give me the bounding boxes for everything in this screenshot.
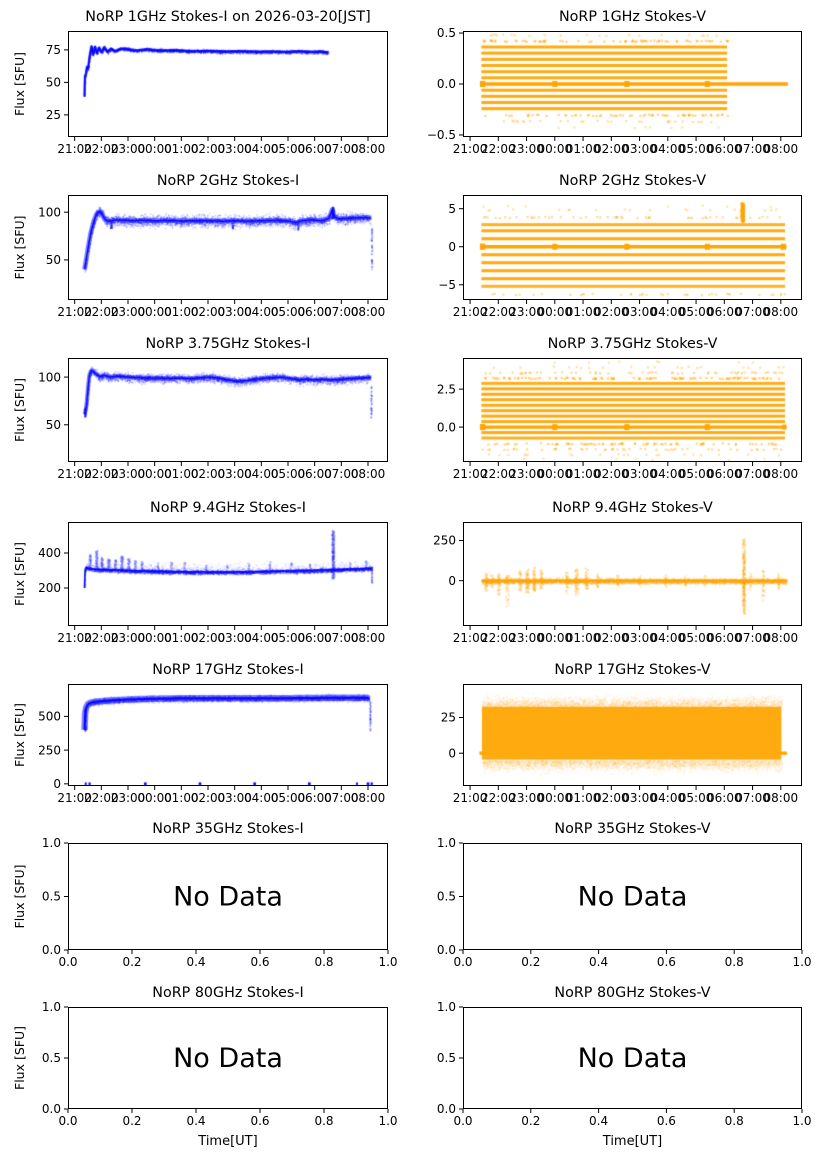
x-tick-label: 22:00 bbox=[481, 142, 516, 156]
y-tick-label: 1.0 bbox=[436, 1000, 456, 1015]
x-tick-label: 0.6 bbox=[656, 955, 676, 969]
x-tick-label: 0.8 bbox=[314, 1114, 334, 1128]
plot-title: NoRP 3.75GHz Stokes-I bbox=[145, 336, 311, 352]
y-axis-label: Flux [SFU] bbox=[12, 215, 27, 280]
plot-title: NoRP 80GHz Stokes-V bbox=[554, 985, 711, 1001]
x-tick-label: 21:00 bbox=[57, 631, 92, 645]
x-tick-label: 0.2 bbox=[521, 1114, 541, 1128]
x-tick-label: 21:00 bbox=[57, 467, 92, 481]
x-tick-label: 05:00 bbox=[678, 467, 714, 481]
x-tick-label: 22:00 bbox=[84, 142, 119, 156]
x-tick-label: 0.0 bbox=[453, 1114, 473, 1128]
y-tick-label: 0.5 bbox=[41, 1051, 61, 1066]
axes-box bbox=[69, 32, 388, 137]
plot-title: NoRP 35GHz Stokes-V bbox=[554, 821, 711, 837]
x-tick-label: 21:00 bbox=[452, 305, 488, 319]
no-data-text: No Data bbox=[577, 1043, 688, 1074]
x-tick-label: 0.4 bbox=[589, 955, 609, 969]
x-tick-label: 06:00 bbox=[707, 305, 742, 319]
y-tick-label: 75 bbox=[45, 43, 61, 58]
x-tick-label: 22:00 bbox=[84, 467, 119, 481]
x-tick-label: 03:00 bbox=[217, 142, 252, 156]
y-tick-label: 0.0 bbox=[436, 1102, 456, 1117]
x-tick-label: 02:00 bbox=[190, 467, 226, 481]
x-tick-label: 22:00 bbox=[84, 305, 119, 319]
x-tick-label: 06:00 bbox=[297, 142, 332, 156]
x-tick-label: 0.2 bbox=[122, 1114, 142, 1128]
x-tick-label: 04:00 bbox=[244, 467, 279, 481]
subplot-80ghz-stokes-v bbox=[413, 971, 827, 1169]
x-tick-label: 01:00 bbox=[164, 305, 199, 319]
y-tick-label: 0.0 bbox=[436, 77, 456, 92]
x-tick-label: 08:00 bbox=[350, 791, 386, 805]
x-tick-label: 21:00 bbox=[452, 631, 488, 645]
x-tick-label: 0.0 bbox=[58, 1114, 78, 1128]
x-tick-label: 04:00 bbox=[650, 467, 686, 481]
x-tick-label: 01:00 bbox=[565, 467, 601, 481]
x-tick-label: 07:00 bbox=[735, 142, 770, 156]
x-tick-label: 06:00 bbox=[707, 631, 742, 645]
x-tick-label: 22:00 bbox=[481, 305, 516, 319]
x-tick-label: 0.0 bbox=[453, 955, 473, 969]
x-tick-label: 01:00 bbox=[164, 142, 199, 156]
axes-box bbox=[464, 32, 802, 137]
x-tick-label: 08:00 bbox=[763, 467, 799, 481]
subplot-3-75ghz-stokes-v bbox=[413, 327, 827, 488]
x-tick-label: 01:00 bbox=[164, 791, 199, 805]
x-tick-label: 23:00 bbox=[509, 791, 544, 805]
x-tick-label: 05:00 bbox=[678, 142, 714, 156]
y-tick-label: 25 bbox=[440, 710, 456, 725]
plot-axes bbox=[0, 167, 413, 327]
plot-title: NoRP 2GHz Stokes-V bbox=[558, 173, 707, 189]
x-tick-label: 03:00 bbox=[622, 791, 657, 805]
y-tick-label: 1.0 bbox=[41, 1000, 61, 1015]
y-tick-label: 0.5 bbox=[436, 26, 456, 41]
x-tick-label: 08:00 bbox=[763, 791, 799, 805]
x-tick-label: 1.0 bbox=[792, 955, 812, 969]
x-tick-label: 00:00 bbox=[537, 631, 573, 645]
x-tick-label: 21:00 bbox=[452, 791, 488, 805]
x-tick-label: 22:00 bbox=[481, 631, 516, 645]
x-tick-label: 08:00 bbox=[350, 467, 386, 481]
axes-box bbox=[464, 359, 802, 462]
x-tick-label: 00:00 bbox=[537, 142, 573, 156]
x-tick-label: 0.0 bbox=[58, 955, 78, 969]
y-tick-label: 2.5 bbox=[436, 382, 456, 397]
axes-box bbox=[464, 523, 802, 626]
subplot-35ghz-stokes-i bbox=[0, 808, 413, 971]
x-tick-label: 08:00 bbox=[350, 305, 386, 319]
subplot-2ghz-stokes-v bbox=[413, 167, 827, 327]
x-tick-label: 23:00 bbox=[110, 467, 146, 481]
subplot-1ghz-stokes-v bbox=[413, 0, 827, 167]
y-tick-label: 100 bbox=[38, 370, 61, 385]
y-tick-label: 0 bbox=[448, 239, 456, 254]
x-tick-label: 21:00 bbox=[57, 142, 92, 156]
x-tick-label: 01:00 bbox=[565, 631, 601, 645]
x-tick-label: 1.0 bbox=[792, 1114, 812, 1128]
y-tick-label: 0.5 bbox=[436, 1051, 456, 1066]
x-tick-label: 21:00 bbox=[57, 791, 92, 805]
plot-title: NoRP 80GHz Stokes-I bbox=[152, 985, 304, 1001]
x-tick-label: 02:00 bbox=[594, 467, 629, 481]
no-data-text: No Data bbox=[577, 881, 688, 913]
subplot-1ghz-stokes-i bbox=[0, 0, 413, 167]
axes-box bbox=[69, 359, 388, 462]
y-tick-label: 0 bbox=[53, 777, 61, 792]
x-tick-label: 07:00 bbox=[324, 467, 359, 481]
y-axis-label: Flux [SFU] bbox=[12, 703, 27, 767]
x-axis-label: Time[UT] bbox=[198, 1134, 258, 1149]
y-tick-label: 0.0 bbox=[436, 943, 456, 958]
x-tick-label: 07:00 bbox=[324, 631, 359, 645]
y-tick-label: 5 bbox=[448, 201, 456, 216]
x-tick-label: 0.8 bbox=[314, 955, 334, 969]
x-tick-label: 00:00 bbox=[137, 142, 172, 156]
y-tick-label: 50 bbox=[45, 253, 61, 268]
x-tick-label: 23:00 bbox=[509, 631, 544, 645]
x-tick-label: 05:00 bbox=[678, 791, 714, 805]
y-tick-label: 0.5 bbox=[436, 889, 456, 904]
plot-title: NoRP 17GHz Stokes-I bbox=[152, 662, 304, 678]
x-tick-label: 05:00 bbox=[270, 467, 306, 481]
y-axis-label: Flux [SFU] bbox=[12, 1026, 27, 1090]
subplot-35ghz-stokes-v bbox=[413, 808, 827, 971]
y-tick-label: 50 bbox=[45, 75, 61, 90]
x-tick-label: 1.0 bbox=[378, 1114, 398, 1128]
y-tick-label: 200 bbox=[38, 581, 61, 596]
x-tick-label: 00:00 bbox=[537, 305, 573, 319]
x-tick-label: 05:00 bbox=[270, 305, 306, 319]
x-tick-label: 22:00 bbox=[481, 467, 516, 481]
plot-title: NoRP 2GHz Stokes-I bbox=[156, 173, 300, 189]
axes-box bbox=[69, 523, 388, 626]
plot-title: NoRP 3.75GHz Stokes-V bbox=[547, 336, 718, 352]
no-data-text: No Data bbox=[173, 1043, 283, 1074]
x-tick-label: 03:00 bbox=[217, 631, 252, 645]
x-tick-label: 0.4 bbox=[589, 1114, 609, 1128]
y-tick-label: 25 bbox=[45, 108, 61, 123]
x-tick-label: 04:00 bbox=[650, 631, 686, 645]
x-tick-label: 08:00 bbox=[350, 631, 386, 645]
x-tick-label: 05:00 bbox=[270, 631, 306, 645]
x-tick-label: 05:00 bbox=[678, 305, 714, 319]
y-tick-label: 0.0 bbox=[41, 943, 61, 958]
x-tick-label: 22:00 bbox=[84, 791, 119, 805]
subplot-9-4ghz-stokes-v bbox=[413, 488, 827, 648]
x-tick-label: 23:00 bbox=[110, 631, 146, 645]
x-tick-label: 01:00 bbox=[164, 631, 199, 645]
y-tick-label: 0 bbox=[448, 746, 456, 761]
x-tick-label: 23:00 bbox=[110, 142, 146, 156]
x-tick-label: 22:00 bbox=[481, 791, 516, 805]
x-tick-label: 03:00 bbox=[622, 631, 657, 645]
x-tick-label: 0.6 bbox=[656, 1114, 676, 1128]
x-tick-label: 06:00 bbox=[707, 467, 742, 481]
x-tick-label: 21:00 bbox=[57, 305, 92, 319]
y-tick-label: 400 bbox=[38, 546, 61, 561]
x-tick-label: 04:00 bbox=[244, 305, 279, 319]
x-tick-label: 1.0 bbox=[378, 955, 398, 969]
x-tick-label: 07:00 bbox=[324, 791, 359, 805]
x-tick-label: 0.2 bbox=[122, 955, 142, 969]
x-tick-label: 0.4 bbox=[186, 955, 206, 969]
x-tick-label: 03:00 bbox=[217, 467, 252, 481]
x-tick-label: 05:00 bbox=[270, 142, 306, 156]
x-tick-label: 0.6 bbox=[250, 1114, 270, 1128]
y-axis-label: Flux [SFU] bbox=[12, 864, 27, 929]
x-tick-label: 01:00 bbox=[565, 142, 601, 156]
x-tick-label: 22:00 bbox=[84, 631, 119, 645]
y-axis-label: Flux [SFU] bbox=[12, 52, 27, 116]
x-tick-label: 00:00 bbox=[137, 791, 172, 805]
x-tick-label: 00:00 bbox=[137, 631, 172, 645]
x-tick-label: 02:00 bbox=[594, 791, 629, 805]
x-tick-label: 04:00 bbox=[244, 791, 279, 805]
subplot-2ghz-stokes-i bbox=[0, 167, 413, 327]
x-tick-label: 05:00 bbox=[270, 791, 306, 805]
x-tick-label: 00:00 bbox=[137, 305, 172, 319]
x-tick-label: 21:00 bbox=[452, 467, 488, 481]
x-tick-label: 0.8 bbox=[724, 1114, 744, 1128]
y-tick-label: 250 bbox=[38, 743, 61, 758]
x-tick-label: 01:00 bbox=[565, 791, 601, 805]
x-tick-label: 02:00 bbox=[594, 631, 629, 645]
x-tick-label: 04:00 bbox=[244, 142, 279, 156]
y-tick-label: 1.0 bbox=[41, 836, 61, 851]
x-tick-label: 08:00 bbox=[763, 142, 799, 156]
x-tick-label: 02:00 bbox=[594, 142, 629, 156]
plot-title: NoRP 1GHz Stokes-I on 2026-03-20[JST] bbox=[85, 9, 371, 25]
x-tick-label: 0.4 bbox=[186, 1114, 206, 1128]
x-tick-label: 23:00 bbox=[509, 305, 544, 319]
x-tick-label: 04:00 bbox=[650, 142, 686, 156]
x-tick-label: 02:00 bbox=[190, 631, 226, 645]
x-tick-label: 01:00 bbox=[164, 467, 199, 481]
x-tick-label: 08:00 bbox=[763, 305, 799, 319]
x-tick-label: 23:00 bbox=[110, 305, 146, 319]
plot-title: NoRP 1GHz Stokes-V bbox=[558, 9, 707, 25]
x-tick-label: 08:00 bbox=[350, 142, 386, 156]
plot-axes bbox=[413, 167, 827, 327]
x-tick-label: 00:00 bbox=[137, 467, 172, 481]
x-tick-label: 02:00 bbox=[190, 142, 226, 156]
x-tick-label: 04:00 bbox=[650, 305, 686, 319]
y-axis-label: Flux [SFU] bbox=[12, 378, 27, 442]
x-tick-label: 06:00 bbox=[297, 467, 332, 481]
no-data-text: No Data bbox=[173, 881, 283, 913]
x-tick-label: 0.8 bbox=[724, 955, 744, 969]
axes-box bbox=[69, 196, 388, 300]
axes-box bbox=[69, 685, 388, 786]
axes-box bbox=[464, 685, 802, 786]
x-tick-label: 21:00 bbox=[452, 142, 488, 156]
y-tick-label: −5 bbox=[438, 277, 456, 292]
x-tick-label: 03:00 bbox=[217, 791, 252, 805]
x-tick-label: 07:00 bbox=[324, 305, 359, 319]
y-tick-label: 0.0 bbox=[41, 1102, 61, 1117]
x-tick-label: 0.2 bbox=[521, 955, 541, 969]
x-tick-label: 03:00 bbox=[622, 467, 657, 481]
x-tick-label: 00:00 bbox=[537, 467, 573, 481]
subplot-17ghz-stokes-i bbox=[0, 648, 413, 808]
x-tick-label: 02:00 bbox=[190, 305, 226, 319]
x-tick-label: 23:00 bbox=[509, 142, 544, 156]
subplot-80ghz-stokes-i bbox=[0, 971, 413, 1169]
subplot-3-75ghz-stokes-i bbox=[0, 327, 413, 488]
y-tick-label: 50 bbox=[45, 417, 61, 432]
x-tick-label: 08:00 bbox=[763, 631, 799, 645]
x-tick-label: 01:00 bbox=[565, 305, 601, 319]
x-axis-label: Time[UT] bbox=[602, 1134, 663, 1149]
subplot-17ghz-stokes-v bbox=[413, 648, 827, 808]
x-tick-label: 05:00 bbox=[678, 631, 714, 645]
x-tick-label: 07:00 bbox=[735, 305, 770, 319]
y-tick-label: 0.0 bbox=[436, 420, 456, 435]
x-tick-label: 06:00 bbox=[707, 791, 742, 805]
y-tick-label: 500 bbox=[38, 709, 61, 724]
y-axis-label: Flux [SFU] bbox=[12, 542, 27, 606]
plot-title: NoRP 9.4GHz Stokes-I bbox=[150, 500, 306, 516]
plot-title: NoRP 9.4GHz Stokes-V bbox=[552, 500, 713, 516]
x-tick-label: 06:00 bbox=[297, 791, 332, 805]
y-tick-label: 0.5 bbox=[41, 889, 61, 904]
x-tick-label: 06:00 bbox=[297, 305, 332, 319]
subplot-9-4ghz-stokes-i bbox=[0, 488, 413, 648]
x-tick-label: 06:00 bbox=[297, 631, 332, 645]
x-tick-label: 02:00 bbox=[594, 305, 629, 319]
y-tick-label: 0 bbox=[448, 573, 456, 588]
x-tick-label: 02:00 bbox=[190, 791, 226, 805]
y-tick-label: −0.5 bbox=[426, 128, 456, 143]
x-tick-label: 06:00 bbox=[707, 142, 742, 156]
x-tick-label: 23:00 bbox=[110, 791, 146, 805]
x-tick-label: 03:00 bbox=[217, 305, 252, 319]
axes-box bbox=[464, 196, 802, 300]
x-tick-label: 0.6 bbox=[250, 955, 270, 969]
x-tick-label: 23:00 bbox=[509, 467, 544, 481]
y-tick-label: 250 bbox=[433, 533, 456, 548]
x-tick-label: 00:00 bbox=[537, 791, 573, 805]
y-tick-label: 100 bbox=[38, 205, 61, 220]
x-tick-label: 07:00 bbox=[324, 142, 359, 156]
x-tick-label: 07:00 bbox=[735, 791, 770, 805]
x-tick-label: 04:00 bbox=[244, 631, 279, 645]
y-tick-label: 1.0 bbox=[436, 836, 456, 851]
plot-title: NoRP 35GHz Stokes-I bbox=[152, 821, 304, 837]
x-tick-label: 07:00 bbox=[735, 467, 770, 481]
x-tick-label: 03:00 bbox=[622, 305, 657, 319]
x-tick-label: 07:00 bbox=[735, 631, 770, 645]
plot-title: NoRP 17GHz Stokes-V bbox=[554, 662, 711, 678]
x-tick-label: 03:00 bbox=[622, 142, 657, 156]
x-tick-label: 04:00 bbox=[650, 791, 686, 805]
